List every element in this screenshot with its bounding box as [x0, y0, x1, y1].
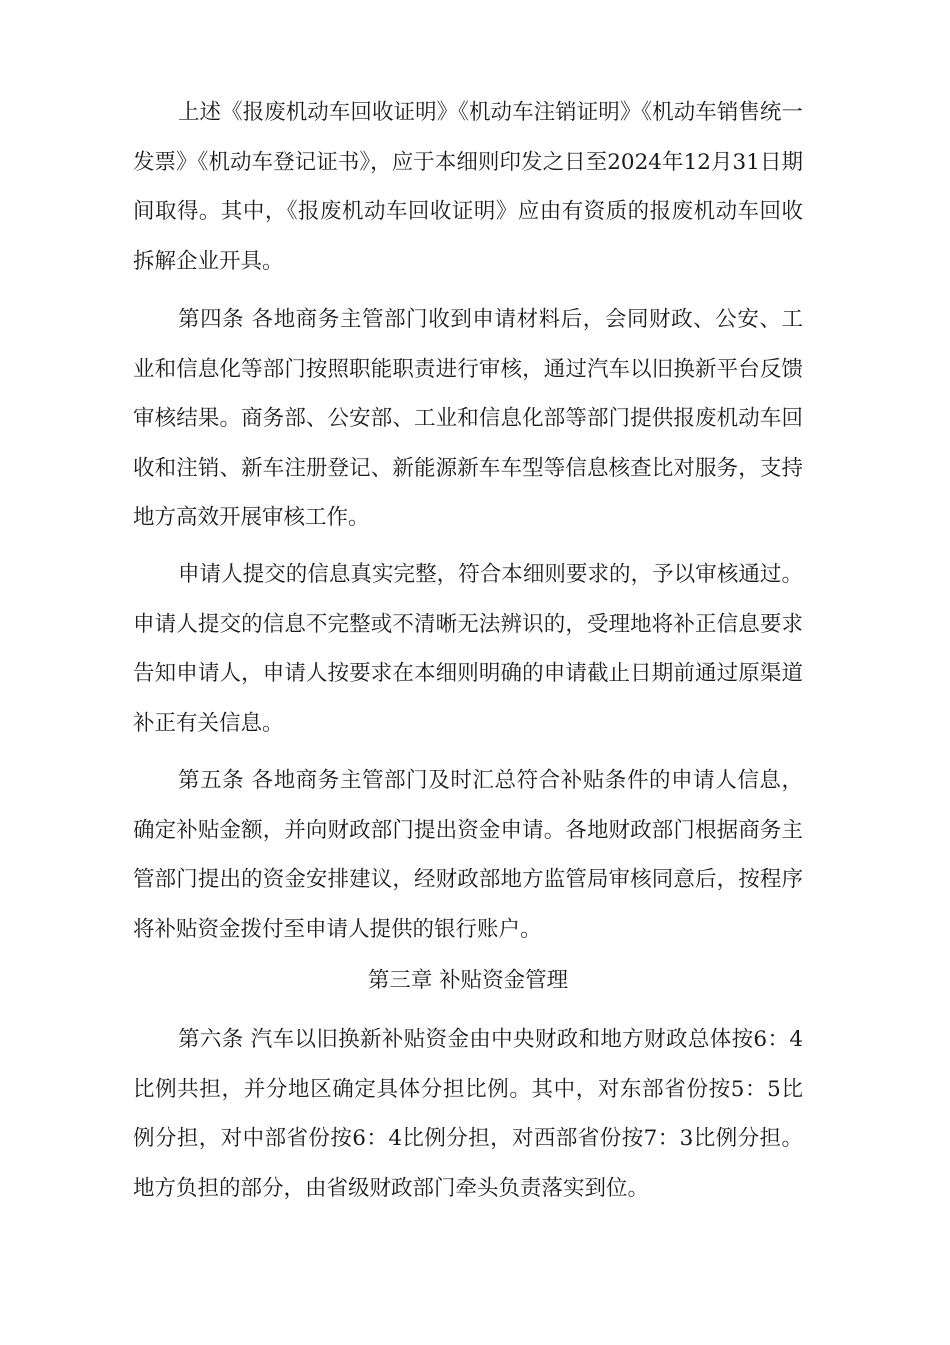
paragraph-article-5: 第五条 各地商务主管部门及时汇总符合补贴条件的申请人信息，确定补贴金额，并向财政部门提出资金申请。各地财政部门根据商务主管部门提出的资金安排建议，经财政部地方监管局审核同意后，按程序将补贴资金拨付至申请人提供的银行账户。 — [133, 768, 803, 942]
chapter-heading: 第三章 补贴资金管理 — [367, 968, 569, 993]
paragraph-article-4: 第四条 各地商务主管部门收到申请材料后，会同财政、公安、工业和信息化等部门按照职能职责进行审核，通过汽车以旧换新平台反馈审核结果。商务部、公安部、工业和信息化部等部门提供报废机动车回收和注销、新车注册登记、新能源新车车型等信息核查比对服务，支持地方高效开展审核工作。 — [133, 307, 803, 530]
paragraph-certificates: 上述《报废机动车回收证明》《机动车注销证明》《机动车销售统一发票》《机动车登记证书》，应于本细则印发之日至2024年12月31日期间取得。其中，《报废机动车回收证明》应由有资质的报废机动车回收拆解企业开具。 — [133, 100, 803, 274]
paragraph-article-6: 第六条 汽车以旧换新补贴资金由中央财政和地方财政总体按6：4比例共担，并分地区确定具体分担比例。其中，对东部省份按5：5比例分担，对中部省份按6：4比例分担，对西部省份按7：3比例分担。地方负担的部分，由省级财政部门牵头负责落实到位。 — [133, 1027, 803, 1201]
paragraph-review-result: 申请人提交的信息真实完整，符合本细则要求的，予以审核通过。申请人提交的信息不完整或不清晰无法辨识的，受理地将补正信息要求告知申请人，申请人按要求在本细则明确的申请截止日期前通过原渠道补正有关信息。 — [133, 562, 803, 736]
